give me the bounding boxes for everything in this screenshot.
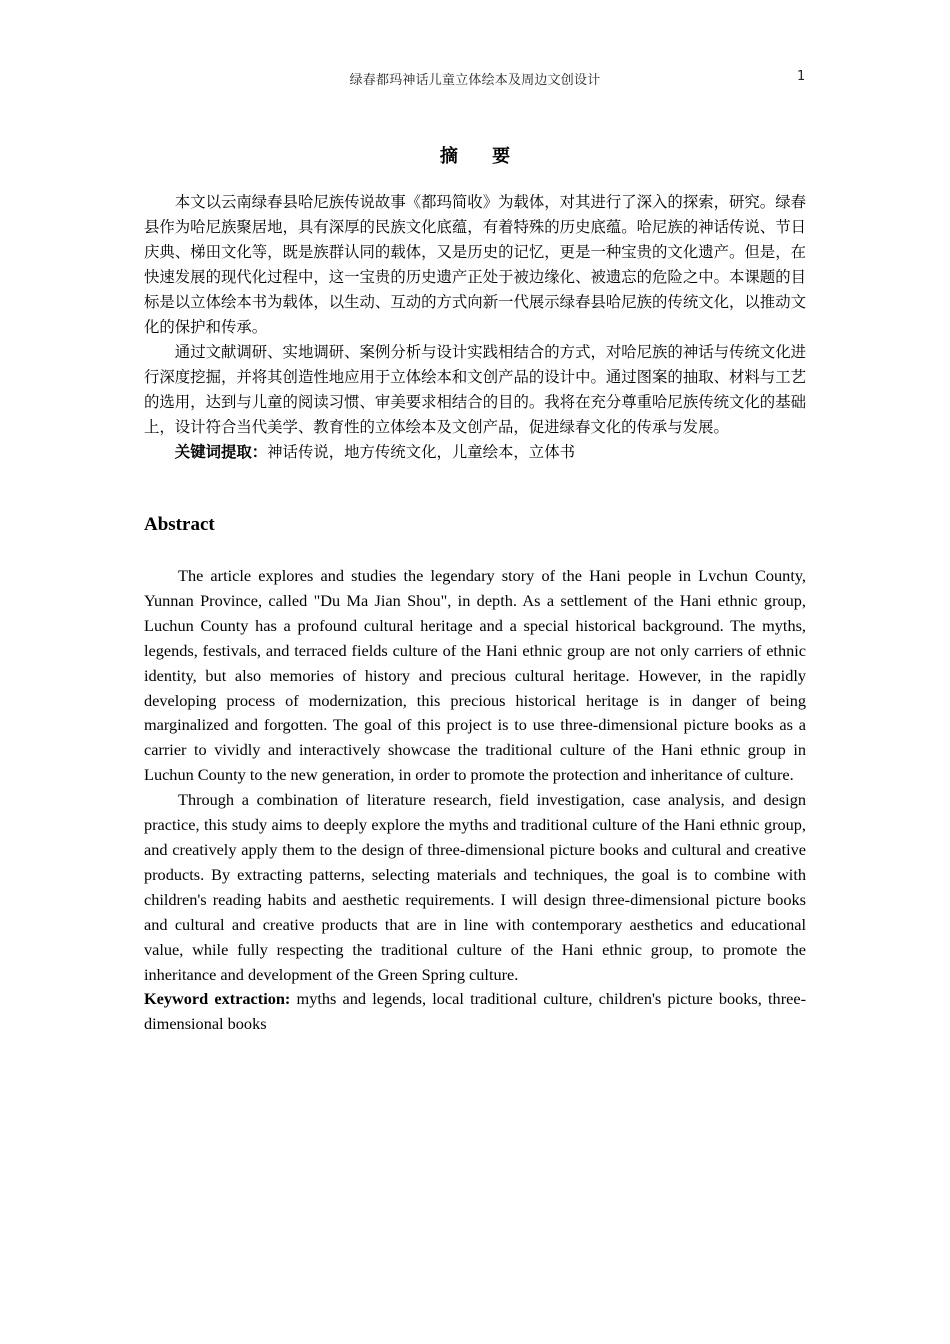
chinese-abstract-title: 摘 要 bbox=[439, 146, 525, 167]
chinese-keywords bbox=[144, 440, 806, 465]
english-keywords bbox=[144, 987, 806, 1037]
chinese-abstract-body bbox=[144, 190, 806, 465]
english-abstract-title: Abstract bbox=[144, 514, 215, 535]
english-keywords-label: Keyword extraction: bbox=[144, 989, 291, 1009]
chinese-keywords-text: 神话传说，地方传统文化，儿童绘本，立体书 bbox=[267, 443, 575, 461]
chinese-keywords-label: 关键词提取： bbox=[174, 443, 268, 461]
running-header-title: 绿春都玛神话儿童立体绘本及周边文创设计 bbox=[349, 73, 601, 88]
english-abstract-paragraph: Through a combination of literature research, field investigation, case analysis, and design practice, this study aims to deeply explore the myths and traditional culture of the Hani ethnic group, and creatively apply them to the design of three-dimensional picture books and cultural and creative products. By extracting patterns, selecting materials and techniques, the goal is to combine with children's reading habits and aesthetic requirements. I will design three-dimensional picture books and cultural and creative products that are in line with contemporary aesthetics and educational value, while fully respecting the traditional culture of the Hani ethnic group, to promote the inheritance and development of the Green Spring culture. bbox=[144, 790, 806, 984]
chinese-abstract-paragraph: 本文以云南绿春县哈尼族传说故事《都玛简收》为载体，对其进行了深入的探索，研究。绿春县作为哈尼族聚居地，具有深厚的民族文化底蕴，有着特殊的历史底蕴。哈尼族的神话传说、节日庆典、梯田文化等，既是族群认同的载体，又是历史的记忆，更是一种宝贵的文化遗产。但是，在快速发展的现代化过程中，这一宝贵的历史遗产正处于被边缘化、被遗忘的危险之中。本课题的目标是以立体绘本书为载体，以生动、互动的方式向新一代展示绿春县哈尼族的传统文化，以推动文化的保护和传承。 bbox=[144, 193, 806, 336]
english-keywords-text: myths and legends, local traditional culture, children's picture books, three-dimensional books bbox=[144, 989, 806, 1034]
english-abstract-body bbox=[144, 564, 806, 1037]
english-abstract-paragraph: The article explores and studies the legendary story of the Hani people in Lvchun County, Yunnan Province, called "Du Ma Jian Shou", in depth. As a settlement of the Hani ethnic group, Luchun County has a profound cultural heritage and a special historical background. The myths, legends, festivals, and terraced fields culture of the Hani ethnic group are not only carriers of ethnic identity, but also memories of history and precious cultural heritage. However, in the rapidly developing process of modernization, this precious historical heritage is in danger of being marginalized and forgotten. The goal of this project is to use three-dimensional picture books as a carrier to vividly and interactively showcase the traditional culture of the Hani ethnic group in Luchun County to the new generation, in order to promote the protection and inheritance of culture. bbox=[144, 566, 806, 785]
chinese-abstract-paragraph: 通过文献调研、实地调研、案例分析与设计实践相结合的方式，对哈尼族的神话与传统文化进行深度挖掘，并将其创造性地应用于立体绘本和文创产品的设计中。通过图案的抽取、材料与工艺的选用，达到与儿童的阅读习惯、审美要求相结合的目的。我将在充分尊重哈尼族传统文化的基础上，设计符合当代美学、教育性的立体绘本及文创产品，促进绿春文化的传承与发展。 bbox=[144, 343, 806, 436]
page-number: 1 bbox=[797, 69, 806, 84]
